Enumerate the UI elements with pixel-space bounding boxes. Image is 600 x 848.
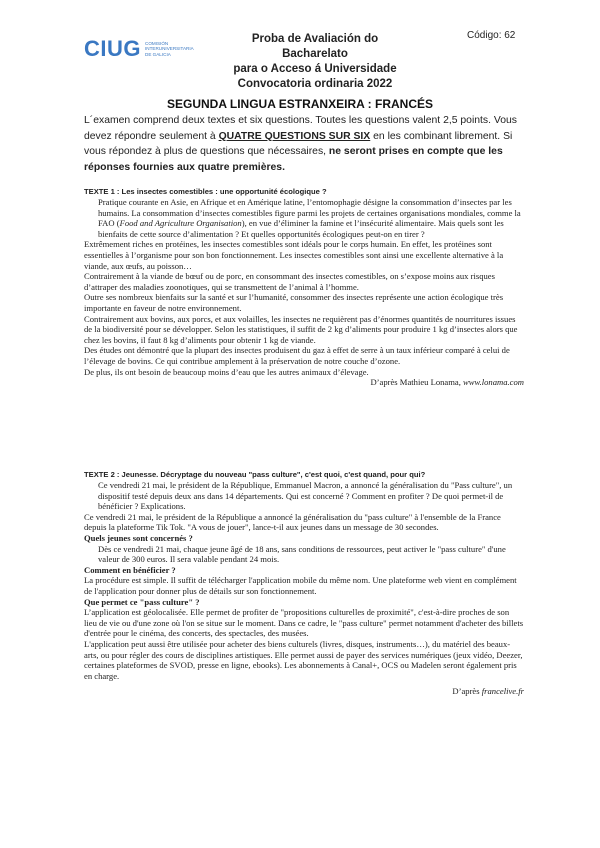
texte-1-source-author: D’après Mathieu Lonama, <box>370 377 464 388</box>
texte-2-paragraph: Ce vendredi 21 mai, le président de la République, Emmanuel Macron, a annoncé la généralisation du "Pass culture", un dispositif testé depuis deux ans dans 14 départements. Qui est concerné ? Comment en profiter ? De quoi permet-il de bénéficier ? Explications. <box>98 480 513 512</box>
texte-2-source-prefix: D’après <box>452 686 482 697</box>
texte-2-paragraph: L'application peut aussi être utilisée pour acheter des biens culturels (livres, disques, instruments…), du matériel des beaux-arts, ou pour régler des cours de disciplines artistiques. Elle permet aussi de payer des services numériques (jeux vidéo, Deezer, certaines plateformes de SVOD, presse en ligne, ebooks). Les abonnements à Canal+, OCS ou Madelen seront également pris en charge. <box>84 638 523 681</box>
code-label: Código: <box>467 30 502 41</box>
exam-code <box>467 30 515 41</box>
texte-2-paragraph: Dès ce vendredi 21 mai, chaque jeune âgé de 18 ans, sans conditions de ressources, peut activer le "pass culture" d'une valeur de 300 euros. Il sera valable pendant 24 mois. <box>98 543 506 565</box>
subject-title: SEGUNDA LINGUA ESTRANXEIRA : FRANCÉS <box>166 97 433 111</box>
exam-title-line-3: Convocatoria ordinaria 2022 <box>237 78 393 90</box>
texte-2-source <box>84 686 524 697</box>
exam-instructions <box>84 113 524 175</box>
texte-1-paragraph: De plus, ils ont besoin de beaucoup moins d’eau que les autres animaux d’élevage. <box>84 366 369 377</box>
texte-2-source-link[interactable]: francelive.fr <box>481 686 524 697</box>
texte-1-paragraph: Outre ses nombreux bienfaits sur la santé et sur l’humanité, consommer des insectes représente une action écologique très importante en faveur de notre environnement. <box>84 292 504 313</box>
texte-2-paragraph: L’application est géolocalisée. Elle permet de profiter de "propositions culturelles de proximité", c'est-à-dire proches de son lieu de vie ou d'une zone où l'on se situe sur le moment. Dans ce cadre, le "pass culture" permet notamment d'acheter des billets d'entrée pour le cinéma, des concerts, des spectacles, des musées. <box>84 607 524 639</box>
texte-1-heading: TEXTE 1 : Les insectes comestibles : une opportunité écologique ? <box>84 187 327 196</box>
ciug-logo <box>84 36 194 62</box>
instructions-emphasis: QUATRE QUESTIONS SUR SIX <box>218 130 371 142</box>
texte-2-subheading: Comment en bénéficier ? <box>84 564 176 575</box>
instructions-bold-note: ne seront prises en compte que les réponses fournies aux quatre premières <box>84 146 503 173</box>
texte-2-subheading: Que permet ce "pass culture" ? <box>84 596 200 607</box>
texte-1-source <box>84 377 524 388</box>
texte-1-source-link[interactable]: www.lonama.com <box>463 377 524 388</box>
instructions-end: . <box>282 161 285 173</box>
texte-2-subheading: Quels jeunes sont concernés ? <box>84 532 193 543</box>
texte-1-paragraph: Contrairement à la viande de bœuf ou de porc, en consommant des insectes comestibles, on s’expose moins aux risques d’attraper des maladies zoonotiques, qui se transmettent de l’animal à l’homme. <box>84 271 495 292</box>
logo-line-2: INTERUNIVERSITARIA <box>145 46 194 52</box>
texte-2-paragraph: Ce vendredi 21 mai, le président de la République a annoncé la généralisation du "pass culture" à l'ensemble de la France depuis la plateforme Tik Tok. "A vous de jouer", lance-t-il aux jeunes dans un message de 30 secondes. <box>84 511 501 533</box>
logo-mark: CIUG <box>84 36 141 61</box>
logo-line-3: DE GALICIA <box>145 51 171 57</box>
texte-1-paragraph: Des études ont démontré que la plupart des insectes produisent du gaz à effet de serre à un taux inférieur comparé à celui de l’élevage de bovins. Ce qui contribue amplement à la préservation de notre couche d’ozone. <box>84 345 510 366</box>
texte-1-p1-a: Pratique courante en Asie, en Afrique et en Amérique latine, l’entomophagie désigne la consommation d’insectes par les humains. La consommation d’insectes comestibles figure parmi les projets de certaines organisations mondiales, comme la FAO ( <box>98 197 521 229</box>
code-value: 62 <box>504 30 516 41</box>
exam-title-line-1: Proba de Avaliación do Bacharelato <box>251 33 379 60</box>
texte-1-paragraph: Extrêmement riches en protéines, les insectes comestibles sont idéals pour le corps humain. En effet, les protéines sont essentielles à l’organisme pour son bon fonctionnement. Les insectes comestibles sont ainsi une excellente alternative à la viande, aux œufs, au poisson… <box>84 239 504 271</box>
texte-2-body <box>84 480 524 697</box>
texte-2-paragraph: La procédure est simple. Il suffit de télécharger l'application mobile du même nom. Une plateforme web vient en complément de l'application pour donner plus de détails sur son fonctionnement. <box>84 575 517 596</box>
texte-1-paragraph <box>84 197 524 239</box>
texte-1-p1-c: ), en vue d’éliminer la famine et l’insécurité alimentaire. Mais quels sont les bienfaits de cette source d’alimentation ? Et quelles opportunités écologiques peut-on en tirer ? <box>98 218 504 239</box>
texte-1-paragraph: Contrairement aux bovins, aux porcs, et aux volailles, les insectes ne requièrent pas d’énormes quantités de nourritures issues de la biodiversité pour se développer. Selon les statistiques, il suffit de 2 kg d’aliments pour produire 1 kg d’insectes alors que chez les bovins, il faut 8 kg d’aliments pour obtenir 1 kg de viande. <box>84 313 518 345</box>
instructions-part-1: L´examen comprend deux textes et six questions. Toutes les questions valent 2,5 points. Vous devez répondre seulement à <box>84 115 518 142</box>
instructions-part-3: en les combinant librement. Si vous répondez à plus de questions que nécessaires, <box>84 130 513 157</box>
logo-subtitle <box>145 41 194 58</box>
texte-1-p1-italic: Food and Agriculture Organisation <box>119 218 242 229</box>
exam-title-block <box>220 32 410 92</box>
logo-line-1: COMISIÓN <box>145 40 169 46</box>
texte-2-heading: TEXTE 2 : Jeunesse. Décryptage du nouveau "pass culture", c'est quoi, c'est quand, pour qui? <box>84 470 426 479</box>
exam-title-line-2: para o Acceso á Universidade <box>233 63 397 75</box>
texte-1-body <box>84 197 524 388</box>
